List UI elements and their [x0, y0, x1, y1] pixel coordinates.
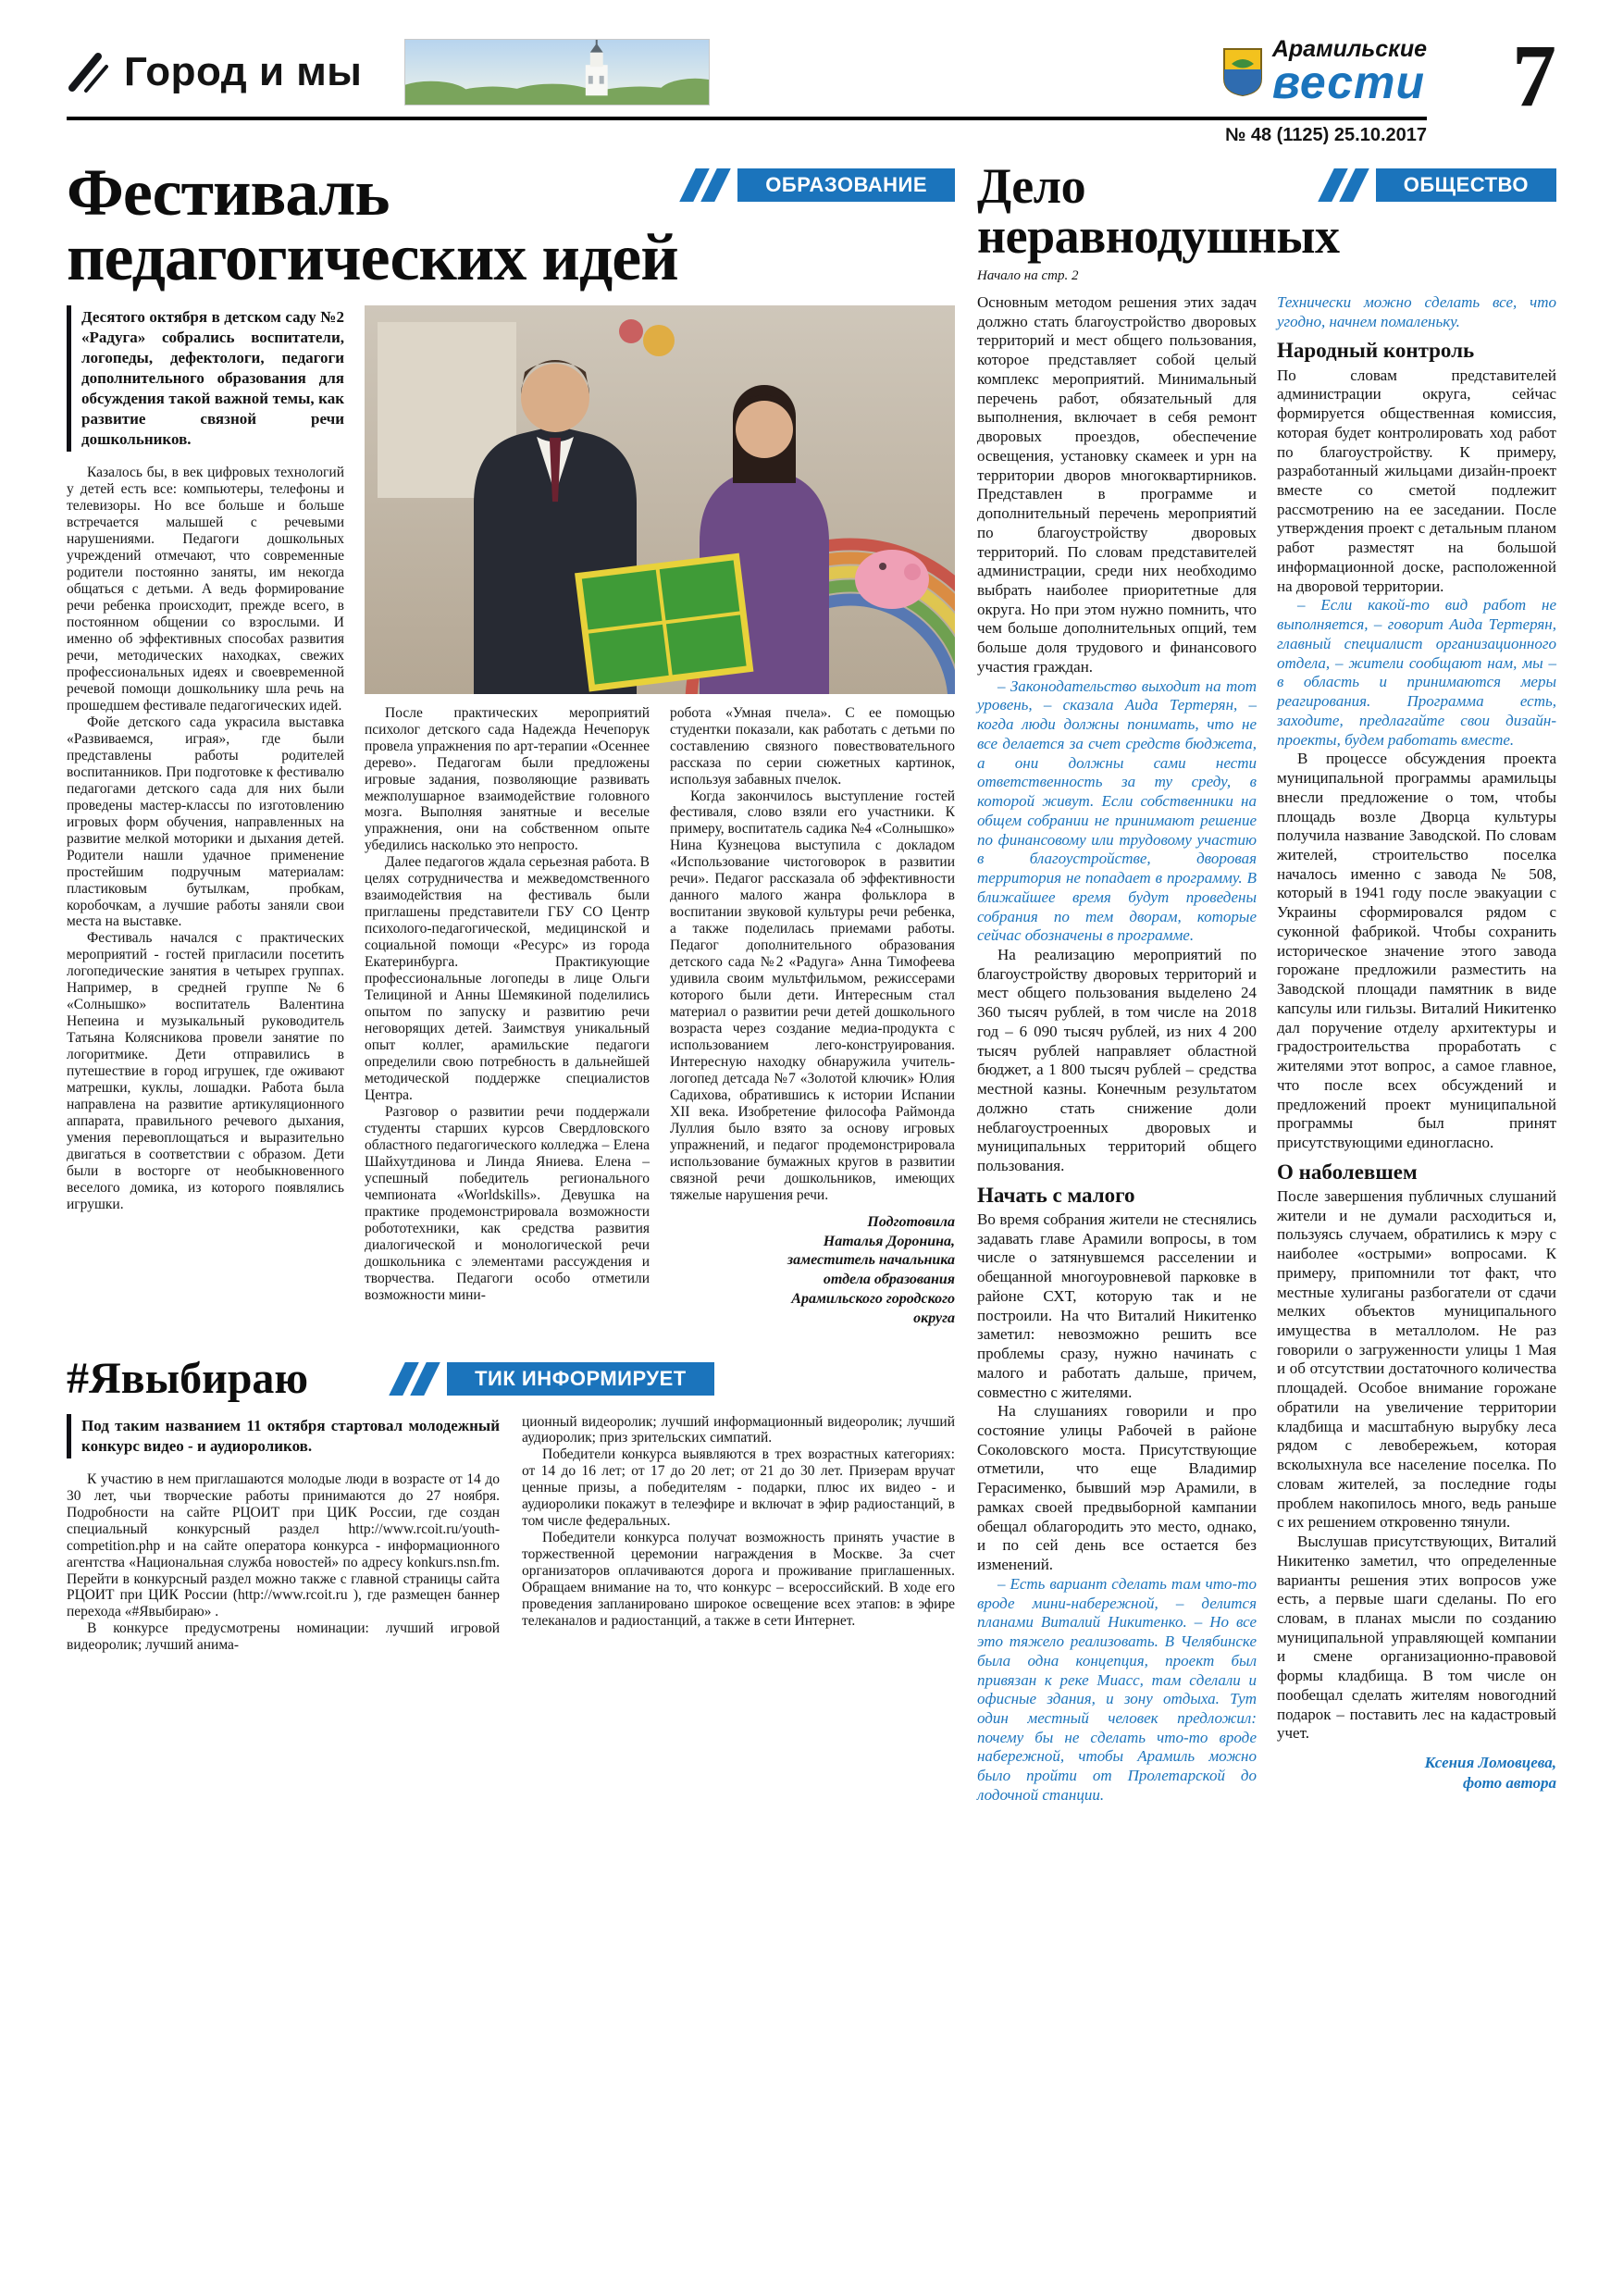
subheading: О наболевшем	[1277, 1160, 1418, 1184]
quote-paragraph: – Есть вариант сделать там что-то вроде мини-набережной, – делится планами Виталий Никитенко. – Но все это тяжело реализовать. В Челябинске была одна концепция, проект был привязан к реке Миасс, там сделали и офисные здания, и зону отдыха. Тут один местный человек предложил: почему бы не сделать что-то вроде набережной, чтобы Арамиль можно было пройти от Пролетарской до лодочной станции.	[977, 1574, 1257, 1804]
text-line: #Явыбираю	[67, 1353, 309, 1403]
text-line: фото автора	[1462, 1774, 1556, 1793]
paragraph: В конкурсе предусмотрены номинации: лучший игровой видеоролик; лучший анима-	[67, 1620, 500, 1654]
rubric-badge-society	[1326, 168, 1556, 202]
brand-name-bottom: вести	[1271, 56, 1426, 109]
continuation-note: Начало на стр. 2	[977, 268, 1079, 283]
newspaper-brand	[1222, 36, 1427, 109]
article-column-2	[522, 1414, 955, 1655]
section-title: Город и мы	[124, 49, 363, 94]
paragraph: Во время собрания жители не стеснялись задавать главе Арамили вопросы, в том числе о затянувшемся расселении и обещанной многоуровневой парковке в районе СХТ, которую так и не построили. На что Виталий Никитенко заметил: невозможно решить все проблемы сразу, нужно начинать с малого и работать дальше, причем, совместно с жителями.	[977, 1210, 1257, 1401]
subheading: Начать с малого	[977, 1183, 1135, 1207]
paragraph: Победители конкурса выявляются в трех возрастных категориях: от 14 до 16 лет; от 17 до 20 лет; от 21 до 30 лет. Призерам вручат ценные призы, а победителям - подарки, плюс их видео - и аудиоролики покажут в телеэфире и включат в эфир радиостанций, в том числе федеральных.	[522, 1446, 955, 1530]
article-festival	[67, 155, 955, 1329]
article-photo	[365, 305, 955, 694]
article-column-2	[365, 705, 650, 1329]
rubric-label: ОБЩЕСТВО	[1376, 168, 1556, 202]
rubric-label: ОБРАЗОВАНИЕ	[737, 168, 955, 202]
author-signature	[670, 1213, 955, 1329]
paragraph: На реализацию мероприятий по благоустройству дворовых территорий и мест общего пользования выделено 24 360 тысяч рублей, в том числе на 2018 год – 6 090 тысяч рублей, из них 4 200 тысяч рублей направляет областной бюджет, а 1 800 тысяч рублей – средства местной казны. Конечным результатом должно стать снижение доли неблагоустроенных дворовых и муниципальных территорий общего пользования.	[977, 945, 1257, 1175]
issue-date: № 48 (1125) 25.10.2017	[1224, 125, 1427, 145]
article-lead: Десятого октября в детском саду №2 «Радуга» собрались воспитатели, логопеды, дефектологи, педагоги дополнительного образования для обсуждения такой важной темы, как развитие связной речи дошкольников.	[67, 305, 344, 453]
text-line: неравнодушных	[977, 208, 1340, 264]
article-column-1	[67, 305, 344, 1329]
paragraph: В процессе обсуждения проекта муниципальной программы арамильцы внесли предложение о том, чтобы площадь возле Дворца культуры получила название Заводской. По словам жителей, строительство поселка началось именно с завода № 508, который в 1941 году после эвакуации с Украины сформировался рядом с суконной фабрикой. Чтобы сохранить историческое значение этого завода горожане предложили разместить на Заводской площади памятник в виде капсулы или гильзы. Виталий Никитенко дал поручение отделу архитектуры и градостроительства проработать с жителями этот вопрос, а самое главное, что после всех обсуждений и предложений проект муниципальной программы был принят присутствующими единогласно.	[1277, 750, 1556, 1151]
paragraph: Разговор о развитии речи поддержали студенты старших курсов Свердловского областного педагогического колледжа – Елена Шайхутдинова и Линда Яниева. Елена – успешный победитель регионального чемпионата «Worldskills». Девушка на практике продемонстрировала возможности робототехники, как средства развития диалогической и монологической речи дошкольника с элементами рассуждения и творчества. Педагоги особо отметили возможности мини-	[365, 1103, 650, 1303]
pen-strokes-icon	[67, 51, 109, 93]
paragraph: Выслушав присутствующих, Виталий Никитенко заметил, что определенные варианты решения этих вопросов уже есть, а первые шаги сделаны. По его словам, в планах мысли по созданию муниципальной управляющей компании и смене организационно-правовой формы кладбища. В том числе он пообещал сделать жителям новогодний подарок – поставить лес на кадастровый учет.	[1277, 1533, 1556, 1743]
article-column-1	[67, 1414, 500, 1655]
subheading: Народный контроль	[1277, 339, 1475, 363]
section-header	[67, 49, 362, 95]
balloon	[643, 325, 675, 356]
author-signature	[1277, 1753, 1556, 1793]
article-column-3	[670, 705, 955, 1329]
article-title	[67, 1353, 309, 1403]
paragraph: По словам представителей администрации округа, сейчас формируется общественная комиссия, которая будет контролировать ход работ по благоустройству. К примеру, разработанный жильцами дизайн-проект вместе со сметой подлежит рассмотрению на ее заседании. После утверждения проект с детальным планом работ разместят на большой информационной доске, расположенной на дворовой территории.	[1277, 366, 1556, 595]
text-line: округа	[913, 1309, 955, 1326]
paragraph: К участию в нем приглашаются молодые люди в возрасте от 14 до 30 лет, чьи творческие работы принимаются до 27 ноября. Подробности на сайте РЦОИТ при ЦИК России, где создан специальный конкурсный раздел http://www.rcoit.ru/youth-competition.php и на сайте оператора конкурса - информационного агентства «Национальная служба новостей» по адресу konkurs.nsn.fm. Перейти в конкурсный раздел можно также с главной страницы сайта РЦОИТ при ЦИК России (http://www.rcoit.ru ), где размещен баннер перехода «#Явыбираю» .	[67, 1471, 500, 1620]
pink-toy	[855, 550, 929, 609]
page-number: 7	[1512, 26, 1556, 125]
paragraph: На слушаниях говорили и про состояние улицы Рабочей в районе Соколовского моста. Присутствующие отметили, что еще Владимир Герасименко, бывший мэр Арамили, в рамках своей предвыборной кампании обещал облагородить это место, однако, и по сей день все остается без изменений.	[977, 1402, 1257, 1574]
masthead-photo	[404, 39, 710, 105]
paragraph: После практических мероприятий психолог детского сада Надежда Нечепорук провела упражнения по арт-терапии «Осеннее дерево». Педагогам были предложены игровые задания, позволяющие развивать межполушарное взаимодействие головного мозга. Выполняя занятные и веселые упражнения, они на собственном опыте убедились насколько это непросто.	[365, 704, 650, 854]
balloon	[619, 319, 643, 343]
paragraph: Победители конкурса получат возможность принять участие в торжественной церемонии награждения в Москве. За счет организаторов оплачиваются дорога и проживание приглашенных. Обращаем внимание на то, что конкурс – всероссийский. В ходе его проведения запланировано широкое освещение всех этапов: в эфире телеканалов и радиостанций, а также в сети Интернет.	[522, 1530, 955, 1630]
text-line: Подготовила	[867, 1213, 955, 1230]
paragraph: Фойе детского сада украсила выставка «Развиваемся, играя», где были представлены работы родителей воспитанников. При подготовке к фестивалю педагогами детского сада для них были проведены мастер-классы по изготовлению игровых форм обучения, направленных на развитие мелкой моторики и дыхания детей. Родители нашли удачное применение простейшим подручным материалам: пластиковым бутылкам, пробкам, коробочкам, а лучшие работы заняли свои места на выставке.	[67, 714, 344, 930]
paragraph: Казалось бы, в век цифровых технологий у детей есть все: компьютеры, телефоны и телевизоры. Но все больше и больше встречается малышей с речевыми нарушениями. Педагоги дошкольных учреждений отмечают, что современные родители постоянно заняты, им некогда общаться с детьми. А ведь формирование речи ребенка происходит, прежде всего, в постоянном общении со взрослыми. И именно об эффективных способах развития речи, методических находках, свежих профессиональных идеях и своевременной речевой помощи дошкольнику шла речь на прошедшем фестивале педагогических идей.	[67, 465, 344, 714]
paragraph: робота «Умная пчела». С ее помощью студентки показали, как работать с детьми по составлению связного повествовательного рассказа по серии сюжетных картинок, используя забавных пчелок.	[670, 704, 955, 788]
brand-name-top: Арамильские	[1271, 36, 1427, 63]
article-column-2	[1277, 293, 1556, 1806]
text-line: Ксения Ломовцева,	[1424, 1754, 1556, 1772]
article-column-1	[977, 293, 1257, 1806]
article-lead: Под таким названием 11 октября стартовал молодежный конкурс видео - и аудиороликов.	[67, 1414, 500, 1458]
text-line: заместитель начальника	[787, 1252, 955, 1269]
paragraph: Фестиваль начался с практических мероприятий - гостей пригласили посетить логопедические занятия в четырех группах. Например, в средней группе №6 «Солнышко» воспитатель Валентина Непеина и музыкальный руководитель Татьяна Колясникова провели занятие по логоритмике. Дети отправились в путешествие в город игрушек, где оживают матрешки, куклы, лошадки. Работа была направлена на развитие артикуляционного аппарата, правильного речевого дыхания, умения перевоплощаться и выразительно двигаться в соответствии с образом. Дети были в восторге от необыкновенного веселого домика, из которого появлялись игрушки.	[67, 930, 344, 1212]
article-society	[977, 158, 1556, 1806]
text-line: Наталья Доронина,	[823, 1233, 955, 1249]
text-line: отдела образования	[823, 1272, 955, 1288]
masthead	[67, 26, 1556, 146]
article-contest	[67, 1353, 955, 1655]
paragraph: Когда закончилось выступление гостей фестиваля, слово взяли его участники. К примеру, воспитатель садика №4 «Солнышко» Нина Кузнецова выступила с докладом «Использование чистоговорок в развитии речи». Педагог рассказала об эффективности данного малого жанра фольклора в воспитании звуковой культуры речи ребенка, а также поделилась приемами работы. Педагог дополнительного образования детского сада №2 «Радуга» Анна Тимофеева удивила своим мультфильмом, режиссерами которого были дети. Интересным стал материал о развитии речи детей дошкольного возраста через создание медиа-продукта с использованием лего-конструирования. Интересную находку обнаружила учитель-логопед детсада №7 «Золотой ключик» Юлия Садихова, обратившись к истории Испании XII века. Изобретение философа Раймонда Луллия было взято за основу игровых упражнений, и педагог продемонстрировала использование бумажных кругов в развитии связной речи дошкольников, имеющих тяжелые нарушения речи.	[670, 788, 955, 1203]
text-line: Дело	[977, 158, 1086, 214]
paragraph: Далее педагогов ждала серьезная работа. В целях сотрудничества и межведомственного взаимодействия на фестиваль были приглашены представители ГБУ СО Центр психолого-педагогической, медицинской и социальной помощи «Ресурс» из города Екатеринбурга. Практикующие профессиональные логопеды в лице Ольги Телициной и Анны Шемякиной поделились опытом по запуску и развитию речи неговорящих детей. Заимствуя уникальный опыт коллег, арамильские педагоги определили свою потребность в дальнейшей методической поддержке специалистов Центра.	[365, 854, 650, 1103]
green-box	[578, 556, 750, 688]
city-crest-icon	[1222, 47, 1263, 97]
text-line: Арамильского городского	[791, 1290, 955, 1307]
rubric-label: ТИК ИНФОРМИРУЕТ	[447, 1362, 714, 1396]
rubric-badge-education	[688, 168, 955, 202]
text-line: педагогических идей	[67, 219, 678, 294]
quote-paragraph: – Законодательство выходит на тот уровень, – сказала Аида Тертерян, – когда люди должны понимать, что не все делается за счет средств бюджета, а они должны сами нести ответственность за ту среду, в которой живут. Если собственники на общем собрании не принимают решение по финансовому или трудовому участию в благоустройстве, дворовая территория не попадает в программу. В ближайшее время будут проведены собрания по тем дворам, которые сейчас обозначены в программе.	[977, 676, 1257, 945]
rubric-badge-tik	[397, 1362, 714, 1396]
quote-paragraph: Технически можно сделать все, что угодно, начнем помаленьку.	[1277, 293, 1556, 330]
paragraph: После завершения публичных слушаний жители и не думали расходиться и, пользуясь случаем, обратились к мэру с наиболее «острыми» вопросами. К примеру, припомнили тот факт, что местные хулиганы разбогатели от сдачи мелких объектов муниципального имущества в металлолом. Не раз говорили о загруженности улицы 1 Мая и об отсутствии достаточного количества площадей. Особое внимание горожане обратили на увеличение территории кладбища и масштабную вырубку леса рядом с левобережьем, которая всколыхнула все население поселка. По словам жителей, за последние годы проблем накопилось много, ведь раньше с их решением откровенно тянули.	[1277, 1186, 1556, 1532]
paragraph: Основным методом решения этих задач должно стать благоустройство дворовых территорий и мест общего пользования, которое представляет собой целый комплекс мероприятий. Минимальный перечень работ, обязательный для выполнения, включает в себя ремонт дворовых проездов, обеспечение освещения, установку скамеек и урн на территории дворов многоквартирников. Представлен в программе и дополнительный перечень мероприятий по благоустройству дворовых территорий. По словам представителей администрации, среди них необходимо выбрать наиболее приоритетные для округа. Но при этом нужно помнить, что чем больше дополнительных опций, тем больше доля трудового и финансового участия граждан.	[977, 293, 1257, 676]
text-line: Фестиваль	[67, 155, 390, 230]
quote-paragraph: – Если какой-то вид работ не выполняется, – говорит Аида Тертерян, главный специалист организационного отдела, – жители сообщают нам, мы – в область и принимаются меры реагирования. Программа есть, заходите, предлагайте свои дизайн-проекты, будем работать вместе.	[1277, 596, 1556, 749]
paragraph: ционный видеоролик; лучший информационный видеоролик; лучший аудиоролик; приз зрительских симпатий.	[522, 1413, 955, 1446]
